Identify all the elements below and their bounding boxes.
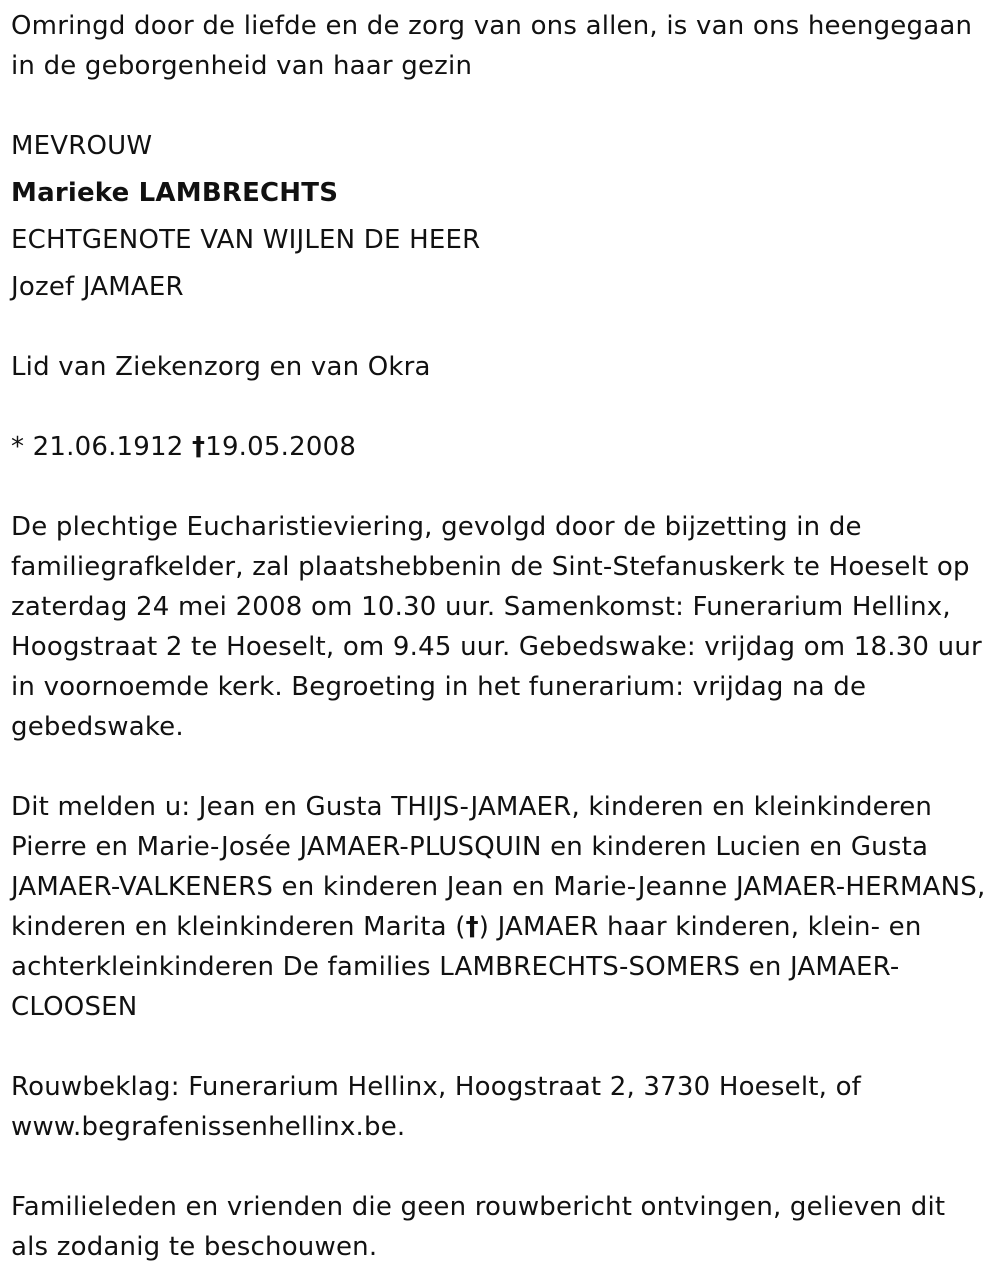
intro-line: Omringd door de liefde en de zorg van ons allen, is van ons heengegaan (11, 11, 973, 41)
family-text: ) JAMAER haar kinderen, klein- en (478, 912, 922, 942)
ceremony-line: zaterdag 24 mei 2008 om 10.30 uur. Samenkomst: Funerarium Hellinx, (11, 592, 951, 622)
intro-paragraph (11, 6, 1000, 86)
membership-paragraph (11, 347, 1000, 387)
condolences-line: Rouwbeklag: Funerarium Hellinx, Hoogstraat 2, 3730 Hoeselt, of (11, 1072, 862, 1102)
ceremony-line: familiegrafkelder, zal plaatshebbenin de Sint-Stefanuskerk te Hoeselt op (11, 552, 970, 582)
family-line: JAMAER-VALKENERS en kinderen Jean en Marie-Jeanne JAMAER-HERMANS, (11, 872, 986, 902)
website-text: www.begrafenissenhellinx.be. (11, 1112, 406, 1142)
spacer (11, 1027, 1000, 1067)
family-line: Pierre en Marie-Josée JAMAER-PLUSQUIN en kinderen Lucien en Gusta (11, 832, 929, 862)
ceremony-line: gebedswake. (11, 712, 184, 742)
spacer (11, 387, 1000, 427)
intro-line: in de geborgenheid van haar gezin (11, 51, 473, 81)
ceremony-line: Hoogstraat 2 te Hoeselt, om 9.45 uur. Gebedswake: vrijdag om 18.30 uur (11, 632, 982, 662)
cross-icon: † (192, 432, 206, 462)
closing-line: als zodanig te beschouwen. (11, 1232, 378, 1262)
closing-line: Familieleden en vrienden die geen rouwbericht ontvingen, gelieven dit (11, 1192, 946, 1222)
deceased-block (11, 126, 1000, 307)
deceased-name: Marieke LAMBRECHTS (11, 178, 339, 208)
ceremony-paragraph (11, 507, 1000, 747)
family-line: CLOOSEN (11, 992, 138, 1022)
ceremony-line: De plechtige Eucharistieviering, gevolgd door de bijzetting in de (11, 512, 862, 542)
spacer (11, 1147, 1000, 1187)
spacer (11, 747, 1000, 787)
closing-paragraph (11, 1187, 1000, 1267)
family-line: Dit melden u: Jean en Gusta THIJS-JAMAER, kinderen en kleinkinderen (11, 792, 933, 822)
family-paragraph (11, 787, 1000, 1027)
dates-paragraph (11, 427, 1000, 467)
condolences-paragraph (11, 1067, 1000, 1147)
spouse-name: Jozef JAMAER (11, 272, 184, 302)
spacer (11, 467, 1000, 507)
spacer (11, 307, 1000, 347)
death-date: 19.05.2008 (205, 432, 357, 462)
cross-icon: † (465, 912, 479, 942)
relation-line: ECHTGENOTE VAN WIJLEN DE HEER (11, 225, 481, 255)
birth-date: * 21.06.1912 (11, 432, 184, 462)
family-line (11, 907, 1000, 947)
dates-line (11, 427, 1000, 467)
honorific-title: MEVROUW (11, 131, 153, 161)
membership-line: Lid van Ziekenzorg en van Okra (11, 352, 431, 382)
family-text: kinderen en kleinkinderen Marita ( (11, 912, 466, 942)
family-line: achterkleinkinderen De families LAMBRECHTS-SOMERS en JAMAER- (11, 952, 900, 982)
spacer (11, 86, 1000, 126)
ceremony-line: in voornoemde kerk. Begroeting in het funerarium: vrijdag na de (11, 672, 867, 702)
